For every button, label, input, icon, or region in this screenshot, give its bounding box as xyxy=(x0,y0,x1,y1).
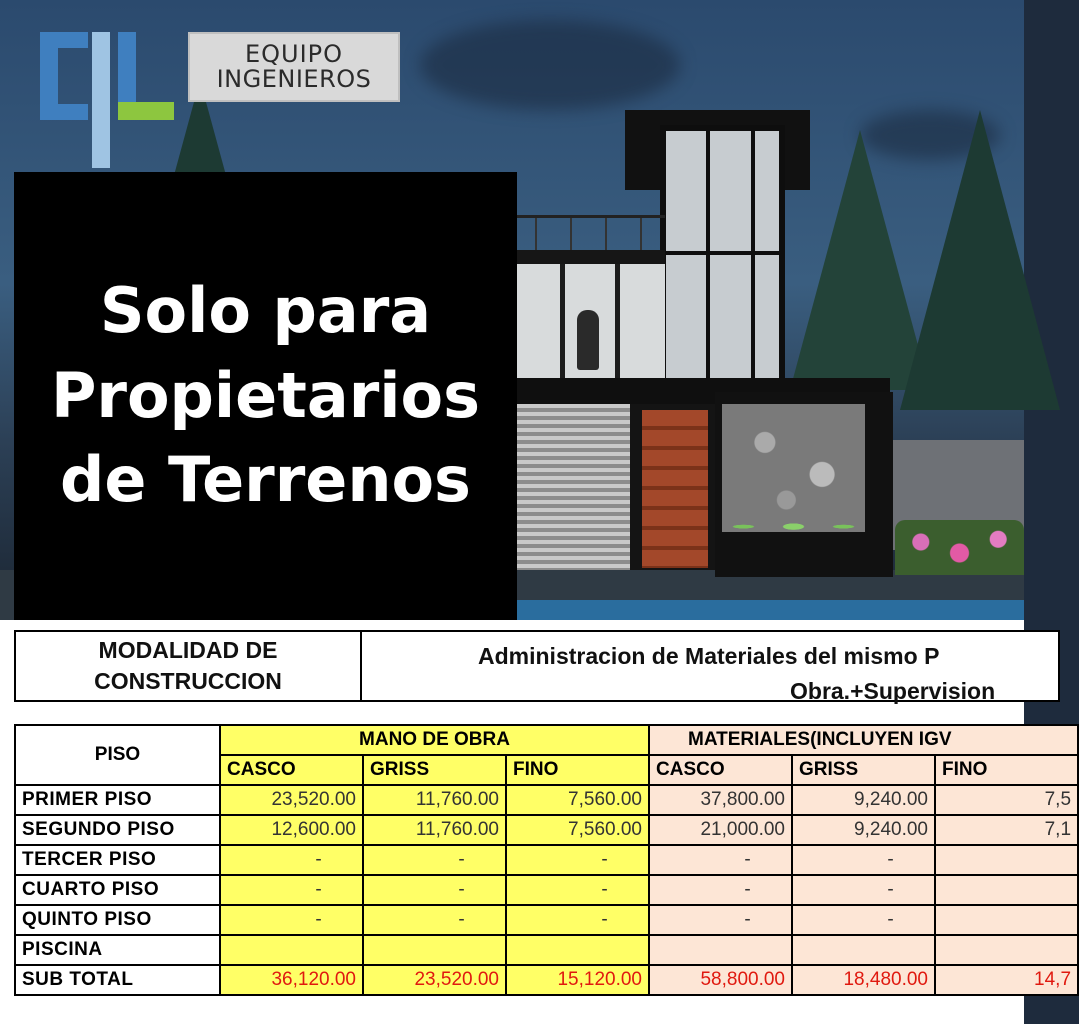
subtotal-cell[interactable]: 58,800.00 xyxy=(649,965,792,995)
subtotal-cell[interactable]: 18,480.00 xyxy=(792,965,935,995)
logo-line-2: INGENIEROS xyxy=(216,65,372,93)
header-mano-de-obra[interactable]: MANO DE OBRA xyxy=(220,725,649,755)
headline-box xyxy=(14,172,517,620)
wooden-door xyxy=(642,410,708,568)
table-row xyxy=(15,905,1078,935)
cell[interactable]: - xyxy=(363,875,506,905)
tree xyxy=(900,110,1060,410)
balcony-railing xyxy=(515,215,665,253)
cost-table xyxy=(14,724,1079,996)
mode-value-cell[interactable] xyxy=(360,630,1060,702)
cell[interactable] xyxy=(649,935,792,965)
table-row xyxy=(15,845,1078,875)
subtotal-cell[interactable]: 23,520.00 xyxy=(363,965,506,995)
subtotal-cell[interactable]: 15,120.00 xyxy=(506,965,649,995)
subtotal-cell[interactable]: 36,120.00 xyxy=(220,965,363,995)
row-label[interactable]: CUARTO PISO xyxy=(15,875,220,905)
mode-value-line-1: Administracion de Materiales del mismo P xyxy=(478,643,940,669)
subheader-casco[interactable]: CASCO xyxy=(220,755,363,785)
cell[interactable]: - xyxy=(363,905,506,935)
cell[interactable] xyxy=(506,935,649,965)
table-header-row xyxy=(15,725,1078,755)
cell[interactable]: 7,1 xyxy=(935,815,1078,845)
cell[interactable] xyxy=(935,935,1078,965)
logo-text-box xyxy=(188,32,400,102)
cell[interactable] xyxy=(935,905,1078,935)
subtotal-cell[interactable]: 14,7 xyxy=(935,965,1078,995)
headline-line-1: Solo para xyxy=(99,273,432,347)
cell[interactable]: - xyxy=(506,845,649,875)
cell[interactable]: - xyxy=(363,845,506,875)
logo-line-1: EQUIPO xyxy=(244,39,344,68)
cell[interactable]: 12,600.00 xyxy=(220,815,363,845)
cell[interactable]: - xyxy=(220,845,363,875)
cell[interactable]: 7,560.00 xyxy=(506,785,649,815)
cell[interactable]: 11,760.00 xyxy=(363,815,506,845)
cell[interactable] xyxy=(935,875,1078,905)
cell[interactable]: 9,240.00 xyxy=(792,815,935,845)
subheader-fino[interactable]: FINO xyxy=(935,755,1078,785)
mode-label-cell[interactable] xyxy=(14,630,362,702)
glass-tower xyxy=(660,125,785,390)
cell[interactable] xyxy=(792,935,935,965)
subheader-griss[interactable]: GRISS xyxy=(792,755,935,785)
headline-line-2: Propietarios xyxy=(50,358,481,432)
mode-label-line-1: MODALIDAD DE xyxy=(98,636,278,663)
cell[interactable]: 23,520.00 xyxy=(220,785,363,815)
mode-label-line-2: CONSTRUCCION xyxy=(94,668,282,694)
cell[interactable]: 7,560.00 xyxy=(506,815,649,845)
cell[interactable]: - xyxy=(220,875,363,905)
subheader-casco[interactable]: CASCO xyxy=(649,755,792,785)
plants xyxy=(722,505,865,532)
flower-bed xyxy=(895,520,1024,575)
headline xyxy=(51,269,480,524)
cell[interactable]: - xyxy=(649,905,792,935)
table-row xyxy=(15,935,1078,965)
row-label[interactable]: QUINTO PISO xyxy=(15,905,220,935)
cloud xyxy=(420,20,680,110)
garage-door xyxy=(515,404,630,570)
logo-mark-icon xyxy=(38,30,178,170)
subheader-griss[interactable]: GRISS xyxy=(363,755,506,785)
cell[interactable]: - xyxy=(506,905,649,935)
cell[interactable]: 7,5 xyxy=(935,785,1078,815)
row-label[interactable]: SEGUNDO PISO xyxy=(15,815,220,845)
row-label[interactable]: TERCER PISO xyxy=(15,845,220,875)
subheader-fino[interactable]: FINO xyxy=(506,755,649,785)
cell[interactable]: - xyxy=(649,875,792,905)
header-piso[interactable]: PISO xyxy=(15,725,220,785)
cell[interactable]: - xyxy=(792,875,935,905)
cell[interactable] xyxy=(220,935,363,965)
person-silhouette xyxy=(577,310,599,370)
headline-line-3: de Terrenos xyxy=(60,443,471,517)
cell[interactable]: - xyxy=(506,875,649,905)
cost-spreadsheet xyxy=(0,620,1072,1024)
cell[interactable]: 9,240.00 xyxy=(792,785,935,815)
company-logo xyxy=(38,30,372,170)
table-row xyxy=(15,875,1078,905)
row-label[interactable]: PRIMER PISO xyxy=(15,785,220,815)
cell[interactable]: - xyxy=(220,905,363,935)
cell[interactable]: - xyxy=(649,845,792,875)
header-materiales[interactable]: MATERIALES(INCLUYEN IGV xyxy=(649,725,1078,755)
table-row xyxy=(15,785,1078,815)
subtotal-label[interactable]: SUB TOTAL xyxy=(15,965,220,995)
cell[interactable]: 11,760.00 xyxy=(363,785,506,815)
subtotal-row xyxy=(15,965,1078,995)
cell[interactable] xyxy=(935,845,1078,875)
mode-value-line-2: Obra.+Supervision xyxy=(790,678,996,704)
cell[interactable] xyxy=(363,935,506,965)
cell[interactable]: - xyxy=(792,905,935,935)
cell[interactable]: 37,800.00 xyxy=(649,785,792,815)
row-label[interactable]: PISCINA xyxy=(15,935,220,965)
table-row xyxy=(15,815,1078,845)
cell[interactable]: - xyxy=(792,845,935,875)
cell[interactable]: 21,000.00 xyxy=(649,815,792,845)
